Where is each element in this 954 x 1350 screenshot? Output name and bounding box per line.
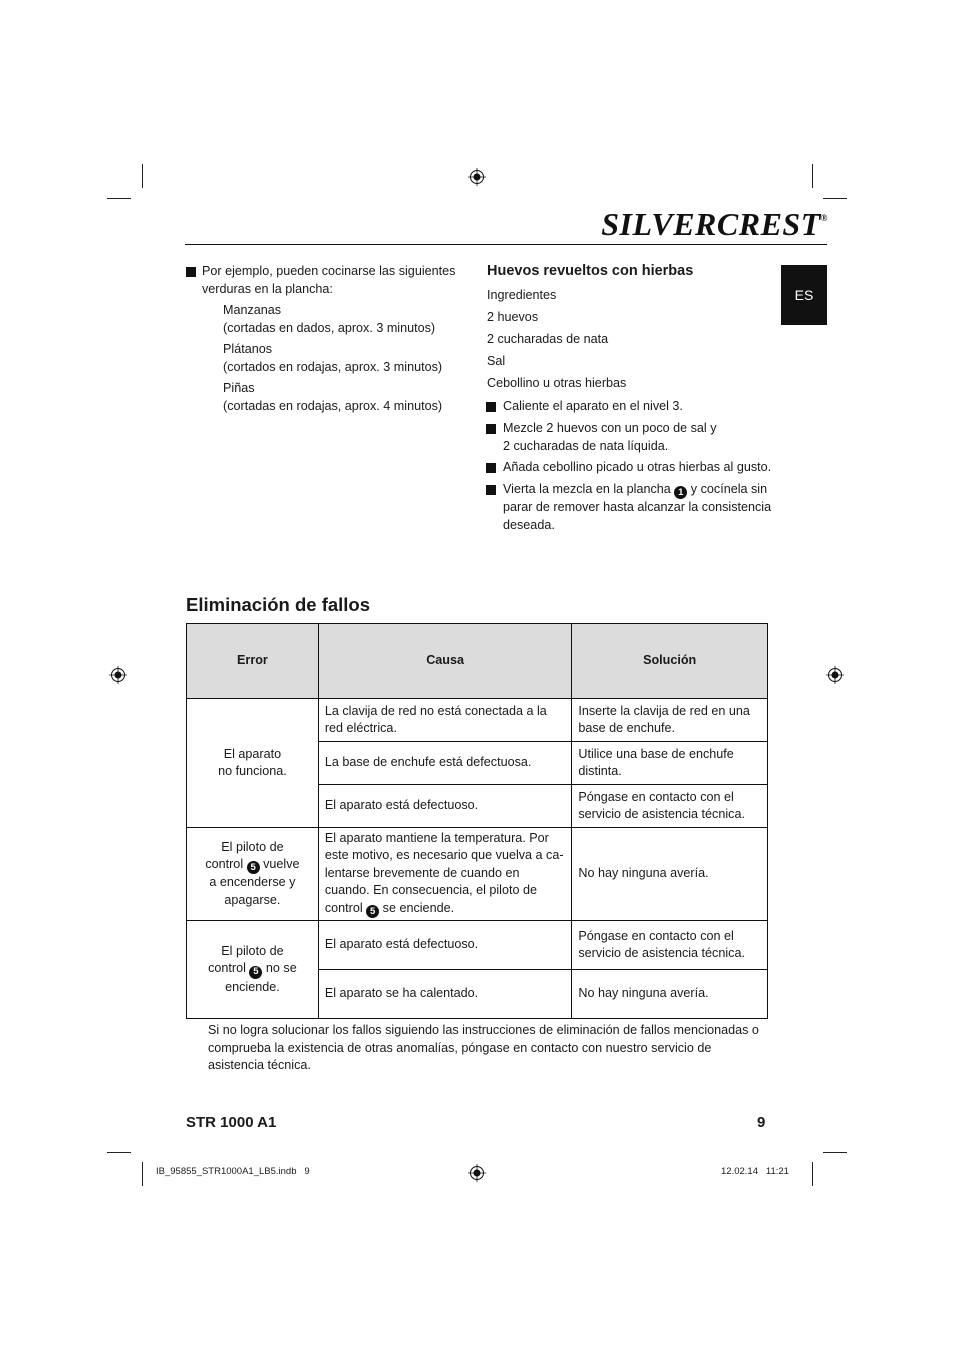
recipe-step-line: Mezcle 2 huevos con un poco de sal y: [503, 421, 717, 435]
ingredient-item: 2 cucharadas de nata: [487, 332, 609, 346]
registration-mark-icon: [468, 168, 486, 186]
recipe-step: Añada cebollino picado u otras hierbas al gusto.: [503, 460, 772, 474]
number-badge-icon: 5: [366, 905, 379, 918]
recipe-step: [503, 481, 773, 534]
crop-mark: [812, 164, 813, 188]
recipe-step-line: deseada.: [503, 517, 555, 532]
cause-cell: La base de enchufe está defectuosa.: [318, 742, 572, 785]
error-line: no funciona.: [218, 764, 287, 778]
list-item-name: Piñas: [223, 381, 255, 395]
recipe-step-line: [503, 481, 773, 499]
crop-mark: [812, 1162, 813, 1186]
solution-cell: Inserte la clavija de red en una base de enchufe.: [572, 699, 768, 742]
error-text: vuelve: [263, 857, 300, 872]
recipe-step-line: parar de remover hasta alcanzar la consistencia: [503, 500, 772, 515]
registration-mark-icon: [109, 666, 127, 684]
cause-cell: El aparato está defectuoso.: [318, 785, 572, 828]
crop-mark: [107, 1152, 131, 1153]
cause-cell: La clavija de red no está conectada a la red eléctrica.: [318, 699, 572, 742]
solution-cell: Póngase en contacto con el servicio de asistencia técnica.: [572, 785, 768, 828]
error-text: no se: [265, 961, 297, 976]
error-text: control: [205, 857, 244, 872]
list-item-name: Plátanos: [223, 342, 273, 356]
error-cell: [187, 921, 319, 1019]
column-header-cause: Causa: [318, 624, 572, 699]
produce-list: [223, 302, 473, 415]
cause-cell: El aparato se ha calentado.: [318, 970, 572, 1019]
cause-text: se enciende.: [382, 900, 455, 915]
ingredient-item: 2 huevos: [487, 310, 539, 324]
step-text: y cocínela sin: [690, 482, 768, 496]
ingredients-block: [487, 287, 777, 393]
crop-mark: [107, 198, 131, 199]
table-row: [187, 828, 768, 921]
registered-mark: ®: [820, 213, 828, 223]
error-text: control: [208, 961, 246, 976]
footnote: Si no logra solucionar los fallos siguiendo las instrucciones de eliminación de fallos mencionadas o comprueba la existencia de otras anomalías, póngase en contacto con nuestro servicio de asistencia técnica.: [208, 1023, 759, 1072]
error-line: [193, 856, 312, 874]
cause-cell: [318, 828, 572, 921]
solution-cell: No hay ninguna avería.: [572, 828, 768, 921]
crop-mark: [142, 1162, 143, 1186]
error-line: [193, 960, 312, 978]
table-row: [187, 699, 768, 742]
table-row: [187, 921, 768, 970]
bullet-icon: [486, 485, 496, 495]
crop-mark: [142, 164, 143, 188]
error-cell: [187, 828, 319, 921]
cause-text: El aparato mantiene la temperatura. Por este motivo, es necesario que vuelva a ca-lentarse brevemente de cuando en cuando. En consecuencia, el piloto de control: [324, 830, 564, 915]
recipe-step-line: 2 cucharadas de nata líquida.: [503, 438, 669, 453]
intro-text: [202, 263, 462, 298]
brand-logo: [601, 206, 828, 243]
table-header-row: [187, 624, 768, 699]
recipe-title: Huevos revueltos con hierbas: [487, 263, 694, 279]
error-line: El piloto de: [221, 839, 284, 854]
recipe-step: [503, 420, 717, 455]
error-line: El piloto de: [221, 943, 284, 958]
intro-line: Por ejemplo, pueden cocinarse las siguientes: [202, 264, 456, 278]
number-badge-icon: 5: [249, 966, 262, 979]
list-item-detail: (cortadas en dados, aprox. 3 minutos): [223, 320, 436, 335]
solution-cell: Utilice una base de enchufe distinta.: [572, 742, 768, 785]
recipe-step: Caliente el aparato en el nivel 3.: [503, 399, 683, 413]
ingredients-heading: Ingredientes: [487, 288, 557, 302]
list-item-name: Manzanas: [223, 303, 282, 317]
list-item-detail: (cortados en rodajas, aprox. 3 minutos): [223, 359, 443, 374]
language-tab: ES: [781, 265, 827, 325]
ingredient-item: Sal: [487, 354, 506, 368]
solution-cell: No hay ninguna avería.: [572, 970, 768, 1019]
ingredient-item: Cebollino u otras hierbas: [487, 376, 627, 390]
crop-mark: [823, 198, 847, 199]
solution-cell: Póngase en contacto con el servicio de asistencia técnica.: [572, 921, 768, 970]
registration-mark-icon: [826, 666, 844, 684]
error-cell: [187, 699, 319, 828]
crop-mark: [823, 1152, 847, 1153]
cause-cell: El aparato está defectuoso.: [318, 921, 572, 970]
header-rule: [185, 244, 827, 245]
intro-line: verduras en la plancha:: [202, 281, 333, 296]
date-slug: 12.02.14 11:21: [721, 1166, 789, 1177]
bullet-icon: [186, 267, 196, 277]
section-title: Eliminación de fallos: [186, 594, 371, 615]
page-number: 9: [757, 1114, 766, 1131]
list-item-detail: (cortadas en rodajas, aprox. 4 minutos): [223, 398, 443, 413]
number-badge-icon: 1: [674, 486, 687, 499]
error-line: apagarse.: [224, 892, 281, 907]
column-header-error: Error: [187, 624, 319, 699]
bullet-icon: [486, 463, 496, 473]
troubleshooting-table: [186, 623, 768, 1019]
column-header-solution: Solución: [572, 624, 768, 699]
logo-part: CREST: [716, 206, 821, 242]
bullet-icon: [486, 424, 496, 434]
bullet-icon: [486, 402, 496, 412]
number-badge-icon: 5: [247, 861, 260, 874]
error-line: enciende.: [225, 979, 280, 994]
error-line: El aparato: [223, 746, 282, 761]
step-text: Vierta la mezcla en la plancha: [503, 482, 671, 496]
file-slug: IB_95855_STR1000A1_LB5.indb 9: [156, 1166, 310, 1177]
error-line: a encenderse y: [209, 875, 296, 890]
registration-mark-icon: [468, 1164, 486, 1182]
logo-part: SILVER: [601, 206, 717, 242]
model-number: STR 1000 A1: [186, 1114, 277, 1131]
